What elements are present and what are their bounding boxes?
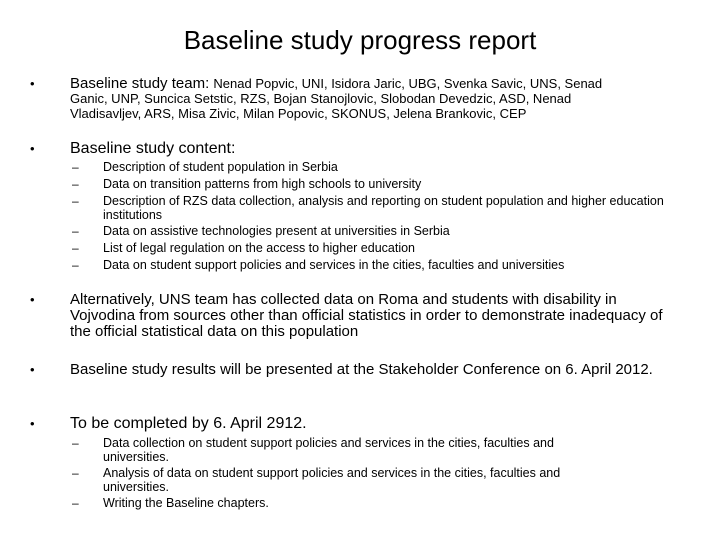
bullet-dot: • (30, 362, 35, 377)
todo-item-text: Writing the Baseline chapters. (103, 496, 269, 510)
content-item-text: Description of RZS data collection, analysis and reporting on student population and higher education institutions (103, 194, 664, 222)
content-item-text: Description of student population in Serbia (103, 160, 338, 174)
alternatively-text: Alternatively, UNS team has collected data on Roma and students with disability in Vojvodina from sources other than official statistics in order to demonstrate inadequacy of the official statistical data on this population (70, 291, 663, 340)
team-heading: Baseline study team: (70, 75, 210, 92)
slide-title: Baseline study progress report (183, 25, 537, 55)
dash-glyph: – (72, 160, 79, 174)
bullet-dot: • (30, 416, 35, 431)
dash-glyph: – (72, 258, 79, 272)
team-line-3: Vladisavljev, ARS, Misa Zivic, Milan Popovic, SKONUS, Jelena Brankovic, CEP (70, 106, 527, 121)
dash-glyph: – (72, 224, 79, 238)
dash-glyph: – (72, 177, 79, 191)
dash-glyph: – (72, 466, 79, 480)
team-line-2: Ganic, UNP, Suncica Setstic, RZS, Bojan Stanojlovic, Slobodan Devedzic, ASD, Nenad (70, 91, 572, 106)
todo-item-text: Data collection on student support policies and services in the cities, faculties and universities. (103, 436, 554, 464)
bullet-dot: • (30, 141, 35, 156)
bullet-dot: • (30, 292, 35, 307)
content-heading: Baseline study content: (70, 140, 236, 157)
team-text (70, 76, 670, 121)
todo-heading: To be completed by 6. April 2912. (70, 415, 307, 432)
todo-item-text: Analysis of data on student support policies and services in the cities, faculties and universities. (103, 466, 561, 494)
content-item-text: Data on student support policies and services in the cities, faculties and universities (103, 258, 565, 272)
dash-glyph: – (72, 436, 79, 450)
team-line-1: Nenad Popvic, UNI, Isidora Jaric, UBG, Svenka Savic, UNS, Senad (213, 76, 603, 91)
dash-glyph: – (72, 241, 79, 255)
bullet-dot: • (30, 76, 35, 91)
results-text: Baseline study results will be presented at the Stakeholder Conference on 6. April 2012. (70, 361, 653, 378)
dash-glyph: – (72, 496, 79, 510)
content-item-text: List of legal regulation on the access to higher education (103, 241, 416, 255)
content-item-text: Data on assistive technologies present at universities in Serbia (103, 224, 450, 238)
dash-glyph: – (72, 194, 79, 208)
content-item-text: Data on transition patterns from high schools to university (103, 177, 422, 191)
